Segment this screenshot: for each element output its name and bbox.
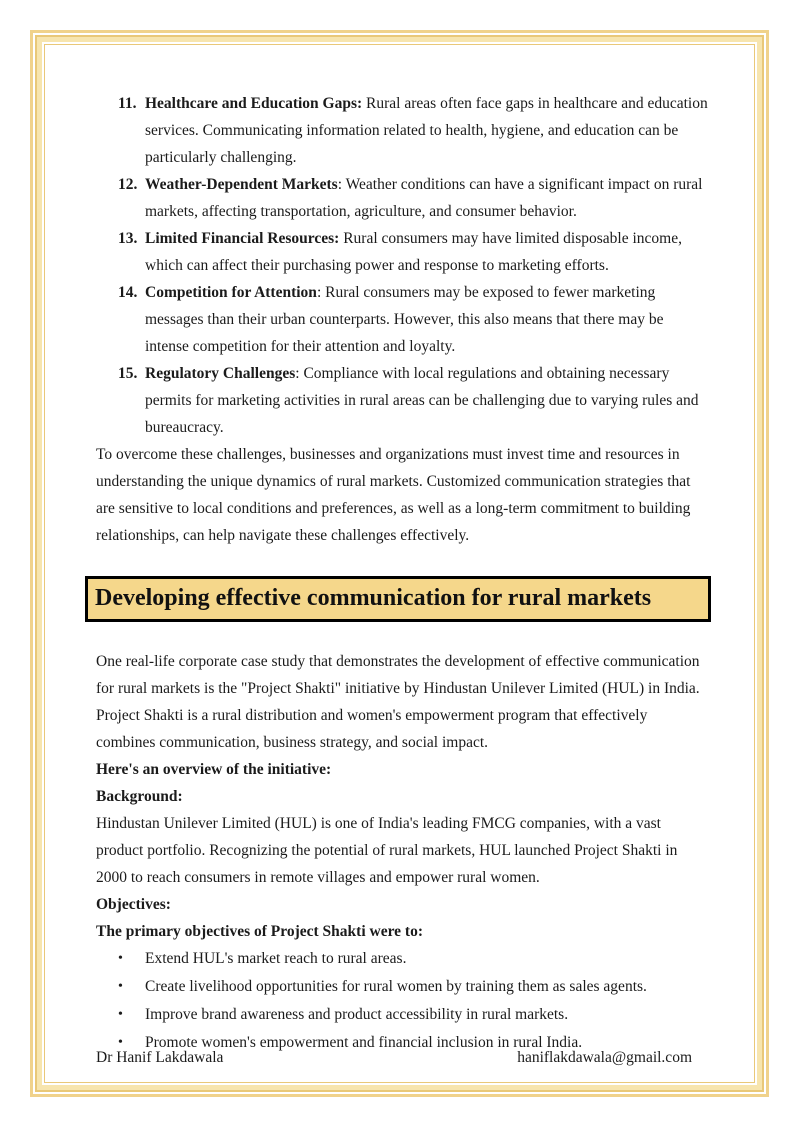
footer-email: haniflakdawala@gmail.com <box>517 1049 692 1066</box>
list-item-title: Regulatory Challenges <box>145 365 296 382</box>
overview-label: Here's an overview of the initiative: <box>96 761 332 778</box>
list-item <box>96 171 708 225</box>
list-item-body: : Rural consumers may be exposed to fewer marketing messages than their urban counterparts. However, this also means that there may be intense competition for their attention and loyalty. <box>145 284 664 355</box>
list-item-number: 13. <box>118 230 138 247</box>
bullet-item <box>96 945 708 972</box>
list-item-body: Rural consumers may have limited disposable income, which can affect their purchasing power and response to marketing efforts. <box>145 230 682 274</box>
bullet-item <box>96 1001 708 1028</box>
bullet-text: Improve brand awareness and product accessibility in rural markets. <box>145 1006 569 1023</box>
background-text: Hindustan Unilever Limited (HUL) is one of India's leading FMCG companies, with a vast product portfolio. Recognizing the potential of rural markets, HUL launched Project Shakti in 2000 to reach consumers in remote villages and empower rural women. <box>96 815 678 886</box>
objectives-label: Objectives: <box>96 896 171 913</box>
list-item <box>96 360 708 441</box>
section-heading: Developing effective communication for rural markets <box>95 585 652 611</box>
bullet-marker: • <box>118 951 123 966</box>
page-footer <box>96 1044 708 1071</box>
list-item <box>96 279 708 360</box>
bullet-item <box>96 973 708 1000</box>
list-item-title: Healthcare and Education Gaps: <box>145 95 363 112</box>
list-item-number: 14. <box>118 284 138 301</box>
page-content <box>96 90 708 1057</box>
list-item <box>96 225 708 279</box>
list-item-body: : Compliance with local regulations and obtaining necessary permits for marketing activities in rural areas can be challenging due to varying rules and bureaucracy. <box>145 365 699 436</box>
bullet-text: Extend HUL's market reach to rural areas. <box>145 950 407 967</box>
objectives-intro: The primary objectives of Project Shakti were to: <box>96 923 423 940</box>
bullet-text: Promote women's empowerment and financial inclusion in rural India. <box>145 1034 583 1051</box>
closing-paragraph: To overcome these challenges, businesses and organizations must invest time and resources in understanding the unique dynamics of rural markets. Customized communication strategies that are sensitive to local conditions and preferences, as well as a long-term commitment to building relationships, can help navigate these challenges effectively. <box>96 446 691 544</box>
section-heading-box <box>85 576 711 622</box>
background-label: Background: <box>96 788 183 805</box>
footer-author: Dr Hanif Lakdawala <box>96 1049 224 1066</box>
bullet-marker: • <box>118 1035 123 1050</box>
challenges-numbered-list <box>96 90 708 441</box>
bullet-marker: • <box>118 979 123 994</box>
objectives-bullet-list <box>96 945 708 1056</box>
list-item <box>96 90 708 171</box>
list-item-title: Weather-Dependent Markets <box>145 176 338 193</box>
bullet-text: Create livelihood opportunities for rural women by training them as sales agents. <box>145 978 647 995</box>
list-item-title: Competition for Attention <box>145 284 317 301</box>
list-item-number: 12. <box>118 176 138 193</box>
list-item-number: 11. <box>118 95 137 112</box>
case-study-intro: One real-life corporate case study that demonstrates the development of effective communication for rural markets is the "Project Shakti" initiative by Hindustan Unilever Limited (HUL) in India. Project Shakti is a rural distribution and women's empowerment program that effectively combines communication, business strategy, and social impact. <box>96 653 700 751</box>
list-item-title: Limited Financial Resources: <box>145 230 340 247</box>
list-item-body: Rural areas often face gaps in healthcare and education services. Communicating information related to health, hygiene, and education can be particularly challenging. <box>145 95 708 166</box>
list-item-number: 15. <box>118 365 138 382</box>
list-item-body: : Weather conditions can have a significant impact on rural markets, affecting transportation, agriculture, and consumer behavior. <box>145 176 703 220</box>
bullet-marker: • <box>118 1007 123 1022</box>
